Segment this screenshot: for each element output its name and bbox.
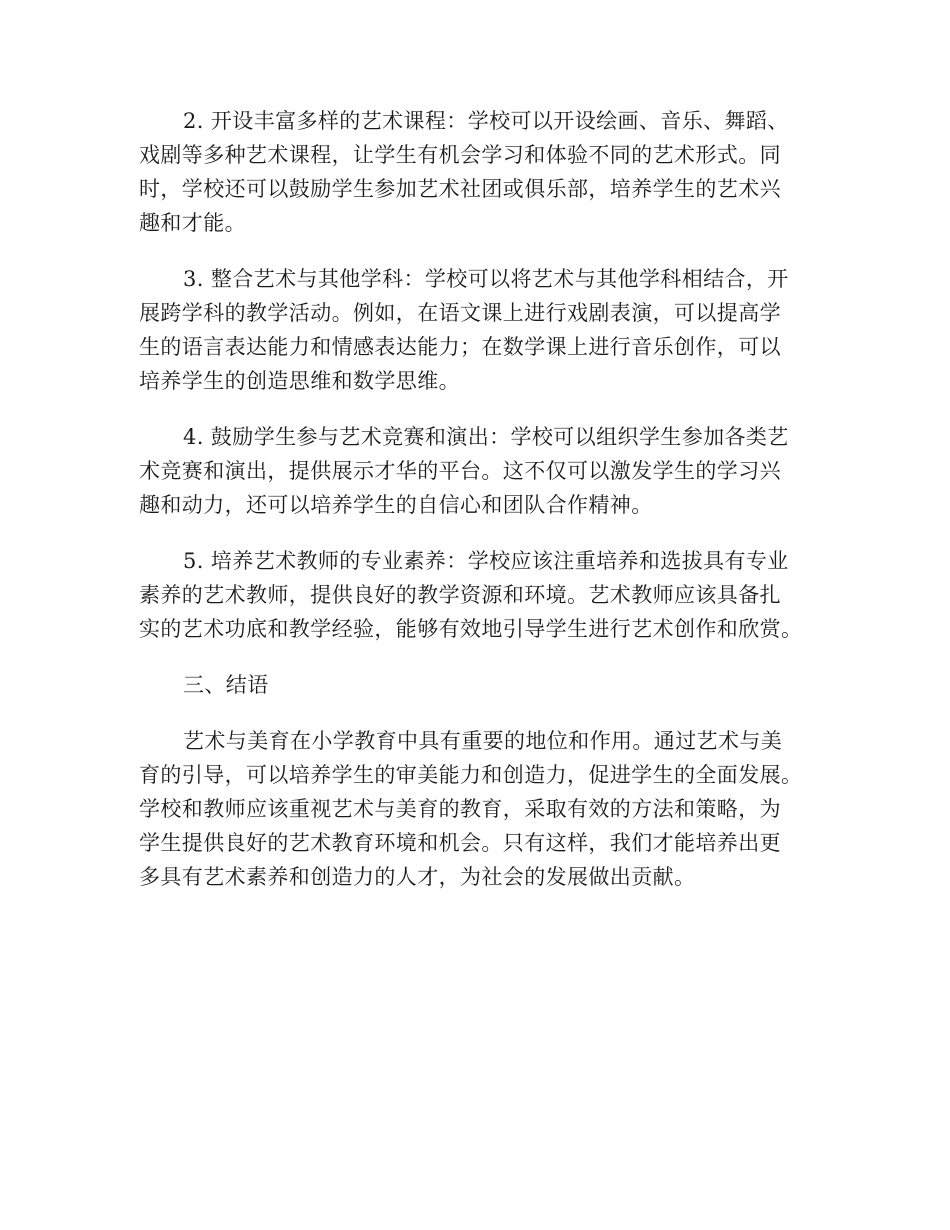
section-heading bbox=[139, 668, 839, 702]
text-line: 育的引导，可以培养学生的审美能力和创造力，促进学生的全面发展。 bbox=[139, 763, 803, 787]
text-line: 趣和才能。 bbox=[139, 211, 246, 235]
text-line: 术竞赛和演出，提供展示才华的平台。这不仅可以激发学生的学习兴 bbox=[139, 459, 781, 483]
text-line: 2. 开设丰富多样的艺术课程：学校可以开设绘画、音乐、舞蹈、 bbox=[183, 109, 789, 133]
text-line: 学校和教师应该重视艺术与美育的教育，采取有效的方法和策略，为 bbox=[139, 797, 781, 821]
text-line: 实的艺术功底和教学经验，能够有效地引导学生进行艺术创作和欣赏。 bbox=[139, 617, 803, 641]
text-line: 3. 整合艺术与其他学科：学校可以将艺术与其他学科相结合，开 bbox=[183, 267, 789, 291]
paragraph-conclusion bbox=[139, 724, 839, 894]
text-line: 趣和动力，还可以培养学生的自信心和团队合作精神。 bbox=[139, 493, 653, 517]
text-line: 戏剧等多种艺术课程，让学生有机会学习和体验不同的艺术形式。同 bbox=[139, 143, 781, 167]
paragraph-item-2 bbox=[139, 104, 839, 240]
text-line: 5. 培养艺术教师的专业素养：学校应该注重培养和选拔具有专业 bbox=[183, 549, 789, 573]
document-body bbox=[139, 104, 839, 894]
paragraph-item-5 bbox=[139, 544, 839, 646]
heading-text: 三、结语 bbox=[183, 673, 269, 697]
text-line: 艺术与美育在小学教育中具有重要的地位和作用。通过艺术与美 bbox=[183, 729, 783, 753]
paragraph-item-4 bbox=[139, 420, 839, 522]
text-line: 时，学校还可以鼓励学生参加艺术社团或俱乐部，培养学生的艺术兴 bbox=[139, 177, 781, 201]
text-line: 生的语言表达能力和情感表达能力；在数学课上进行音乐创作，可以 bbox=[139, 335, 781, 359]
text-line: 展跨学科的教学活动。例如，在语文课上进行戏剧表演，可以提高学 bbox=[139, 301, 781, 325]
paragraph-item-3 bbox=[139, 262, 839, 398]
text-line: 培养学生的创造思维和数学思维。 bbox=[139, 369, 460, 393]
text-line: 4. 鼓励学生参与艺术竞赛和演出：学校可以组织学生参加各类艺 bbox=[183, 425, 789, 449]
text-line: 多具有艺术素养和创造力的人才，为社会的发展做出贡献。 bbox=[139, 865, 696, 889]
text-line: 学生提供良好的艺术教育环境和机会。只有这样，我们才能培养出更 bbox=[139, 831, 781, 855]
text-line: 素养的艺术教师，提供良好的教学资源和环境。艺术教师应该具备扎 bbox=[139, 583, 781, 607]
